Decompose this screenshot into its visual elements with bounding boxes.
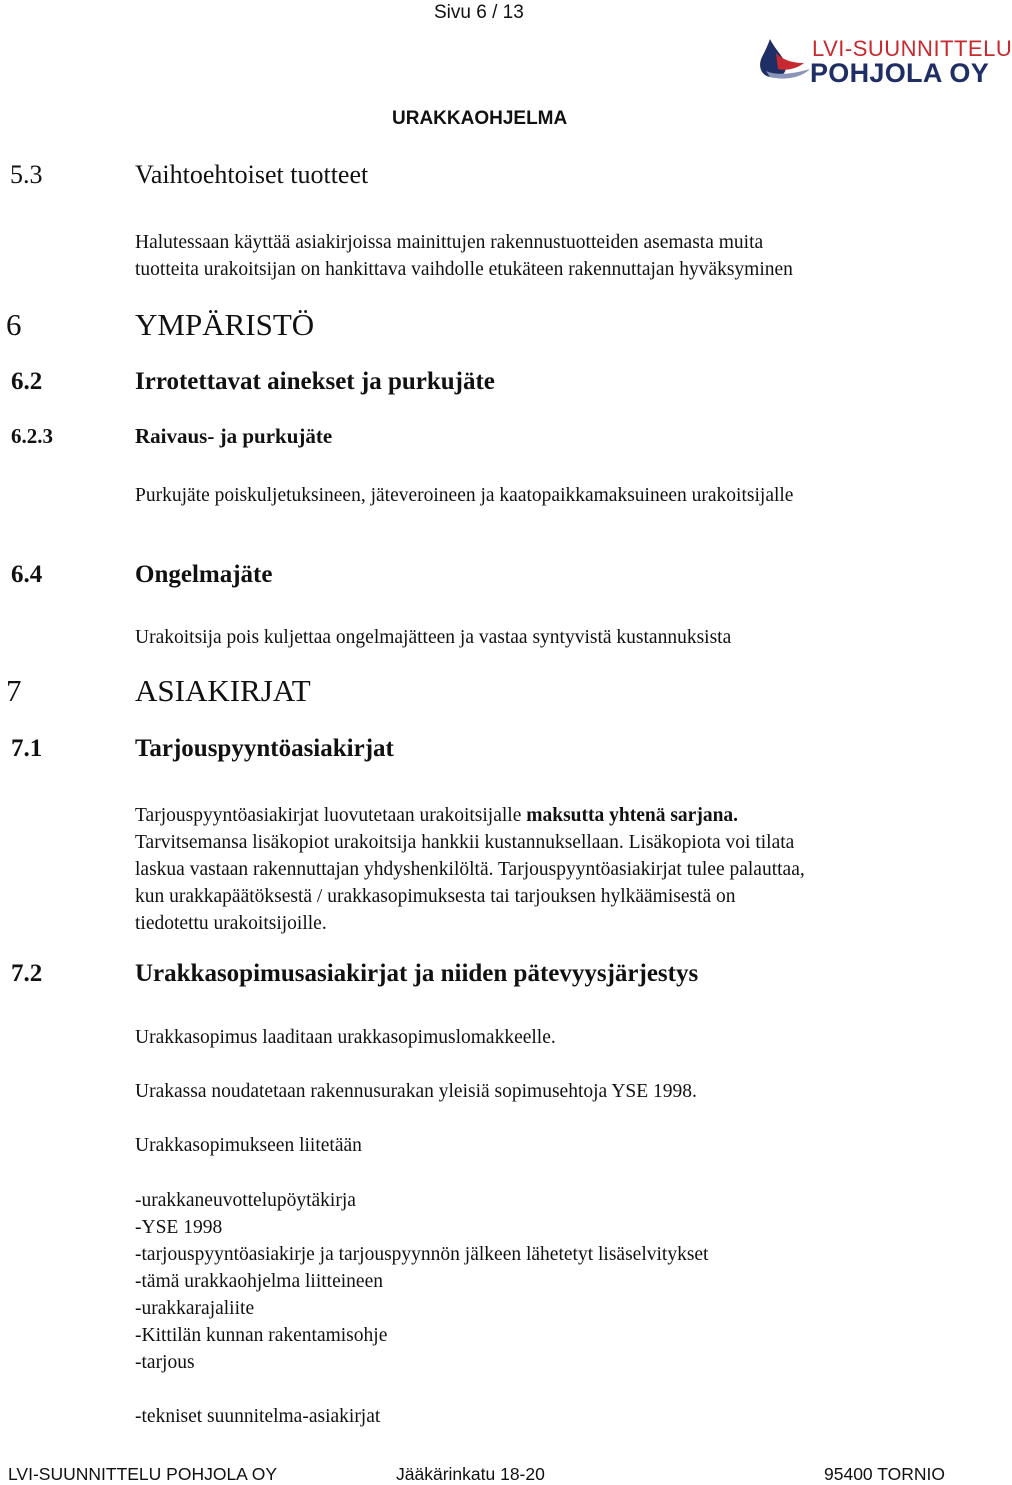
- section-6-2-3-number: 6.2.3: [11, 424, 53, 448]
- water-drop-logo-icon: [756, 33, 814, 81]
- paragraph-line: tuotteita urakoitsijan on hankittava vaihdolle etukäteen rakennuttajan hyväksyminen: [135, 259, 793, 280]
- list-item: -tarjouspyyntöasiakirje ja tarjouspyynnön jälkeen lähetetyt lisäselvitykset: [135, 1244, 709, 1265]
- paragraph-line: laskua vastaan rakennuttajan yhdyshenkilöltä. Tarjouspyyntöasiakirjat tulee palauttaa,: [135, 859, 805, 880]
- text-span: Tarjouspyyntöasiakirjat luovutetaan urakoitsijalle: [135, 805, 527, 826]
- section-6-4-number: 6.4: [11, 561, 43, 588]
- section-7-2-number: 7.2: [11, 960, 43, 987]
- section-6-title: YMPÄRISTÖ: [135, 307, 315, 342]
- list-item: -tekniset suunnitelma-asiakirjat: [135, 1406, 381, 1427]
- list-item: -tämä urakkaohjelma liitteineen: [135, 1271, 383, 1292]
- document-title: URAKKAOHJELMA: [392, 108, 568, 129]
- paragraph-line: Urakoitsija pois kuljettaa ongelmajätteen ja vastaa syntyvistä kustannuksista: [135, 627, 732, 648]
- footer-city: 95400 TORNIO: [824, 1464, 945, 1484]
- section-6-2-title: Irrotettavat ainekset ja purkujäte: [135, 368, 495, 395]
- list-item: -urakkarajaliite: [135, 1298, 255, 1319]
- list-item: -Kittilän kunnan rakentamisohje: [135, 1325, 388, 1346]
- paragraph-line: Tarvitsemansa lisäkopiot urakoitsija hankkii kustannuksellaan. Lisäkopiota voi tilata: [135, 832, 795, 853]
- list-item: -YSE 1998: [135, 1217, 223, 1238]
- section-7-1-title: Tarjouspyyntöasiakirjat: [135, 735, 394, 762]
- section-6-number: 6: [6, 307, 22, 342]
- logo-line1: LVI-SUUNNITTELU: [812, 36, 1012, 61]
- paragraph-line: Urakkasopimus laaditaan urakkasopimuslomakkeelle.: [135, 1027, 556, 1048]
- logo-line2: POHJOLA OY: [810, 58, 990, 88]
- bold-text: maksutta yhtenä sarjana.: [526, 805, 739, 826]
- footer-company: LVI-SUUNNITTELU POHJOLA OY: [8, 1464, 278, 1484]
- list-item: -urakkaneuvottelupöytäkirja: [135, 1190, 356, 1211]
- paragraph-line: Purkujäte poiskuljetuksineen, jäteveroineen ja kaatopaikkamaksuineen urakoitsijalle: [135, 485, 794, 506]
- paragraph-line: [135, 802, 738, 829]
- section-7-2-title: Urakkasopimusasiakirjat ja niiden pätevyysjärjestys: [135, 960, 699, 987]
- paragraph-line: Urakassa noudatetaan rakennusurakan yleisiä sopimusehtoja YSE 1998.: [135, 1081, 697, 1102]
- paragraph-line: Halutessaan käyttää asiakirjoissa mainittujen rakennustuotteiden asemasta muita: [135, 232, 764, 253]
- paragraph-line: Urakkasopimukseen liitetään: [135, 1135, 362, 1156]
- footer-address: Jääkärinkatu 18-20: [396, 1464, 545, 1484]
- section-6-2-number: 6.2: [11, 368, 43, 395]
- paragraph-line: tiedotettu urakoitsijoille.: [135, 913, 327, 934]
- section-7-title: ASIAKIRJAT: [135, 673, 311, 708]
- list-item: -tarjous: [135, 1352, 195, 1373]
- section-5-3-title: Vaihtoehtoiset tuotteet: [135, 160, 369, 189]
- section-6-4-title: Ongelmajäte: [135, 561, 273, 588]
- section-7-number: 7: [6, 673, 22, 708]
- paragraph-line: kun urakkapäätöksestä / urakkasopimuksesta tai tarjouksen hylkäämisestä on: [135, 886, 736, 907]
- section-5-3-number: 5.3: [10, 160, 43, 189]
- page-number: Sivu 6 / 13: [434, 2, 524, 23]
- section-7-1-number: 7.1: [11, 735, 43, 762]
- section-6-2-3-title: Raivaus- ja purkujäte: [135, 424, 333, 448]
